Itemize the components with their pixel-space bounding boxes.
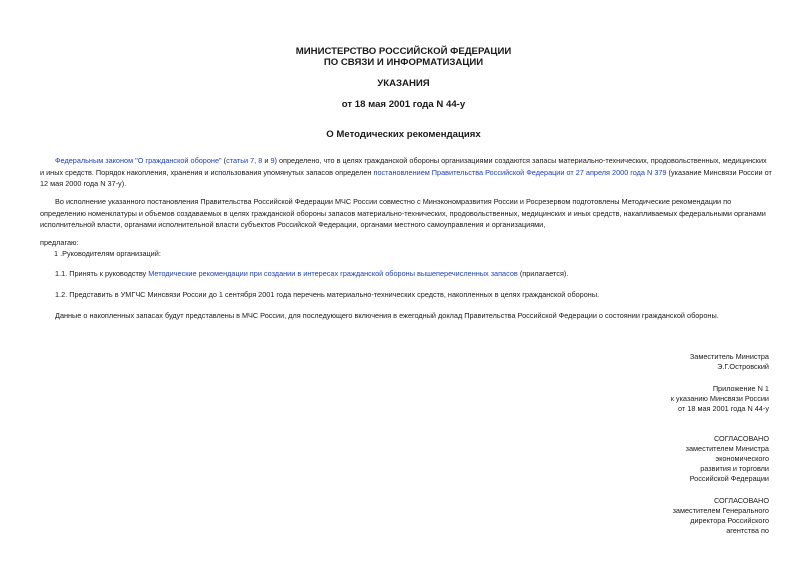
agreed1-line2: экономического [715,454,769,463]
signature-block [509,352,769,372]
intro-paragraph [40,155,772,190]
execution-paragraph: Во исполнение указанного постановления Правительства Российской Федерации МЧС России совместно с Минэкономразвития России и Росрезервом подготовлены Методические рекомендации по определению номенклатуры и объемов создаваемых в целях гражданской обороны запасов материально-технических, продовольственных, медицинских и иных средств, накапливаемых федеральными органами исполнительной власти, органами исполнительной власти субъектов Российской Федерации, органами местного самоуправления и организациями, [40,197,766,229]
agreed1-line3: развития и торговли [700,464,769,473]
agreed1-line1: заместителем Министра [685,444,769,453]
propose-label: предлагаю: [40,238,79,247]
agreed1-line4: Российской Федерации [689,474,769,483]
agreed2-line1: заместителем Генерального [672,506,769,515]
law-link[interactable]: Федеральным законом "О гражданской обороне" [55,156,222,165]
appendix-line1: Приложение N 1 [712,384,769,393]
item-1-1 [55,269,568,279]
recommendations-link[interactable]: Методические рекомендации при создании в интересах гражданской обороны вышеперечисленных запасов [148,269,518,278]
document-type: УКАЗАНИЯ [377,78,430,89]
signature-position: Заместитель Министра [689,352,769,361]
article9-link[interactable]: 9 [270,156,275,165]
resolution-link[interactable]: постановлением Правительства Российской Федерации от 27 апреля 2000 года N 379 [373,167,667,177]
agreed1-title: СОГЛАСОВАНО [713,434,769,443]
agreed-block-2 [509,496,769,536]
appendix-line3: от 18 мая 2001 года N 44-у [678,404,769,413]
item-1-1-suffix: (прилагается). [517,269,569,278]
ministry-title-line2: ПО СВЯЗИ И ИНФОРМАТИЗАЦИИ [323,57,484,68]
intro-text-4: (указание Минсвязи России от 12 мая 2000 года N 37-у). [40,167,772,188]
item-1-1-text: 1.1. Принять к руководству [55,269,149,278]
ministry-title-line1: МИНИСТЕРСТВО РОССИЙСКОЙ ФЕДЕРАЦИИ [295,46,512,57]
document-date: от 18 мая 2001 года N 44-у [341,99,466,110]
closing-paragraph: Данные о накопленных запасах будут представлены в МЧС России, для последующего включения в ежегодный доклад Правительства Российской Федерации о состоянии гражданской обороны. [55,311,719,320]
item-1: 1 .Руководителям организаций: [54,249,161,258]
articles-link[interactable]: статьи 7, 8 [226,156,263,165]
appendix-block [509,384,769,414]
item-1-2: 1.2. Представить в УМГЧС Минсвязи России до 1 сентября 2001 года перечень материально-технических средств, накопленных в целях гражданской обороны. [55,290,600,299]
agreed2-line2: директора Российского [690,516,769,525]
agreed2-title: СОГЛАСОВАНО [713,496,769,505]
agreed-block-1 [509,434,769,484]
intro-text-3: ) определено, что в целях гражданской обороны организациями создаются запасы материально-технических, продовольственных, медицинских и иных средств. Порядок накопления, хранения и использования упомянутых запасов определен [40,156,767,177]
appendix-line2: к указанию Минсвязи России [670,394,769,403]
signature-name: Э.Г.Островский [717,362,769,371]
intro-text-1: ( [221,156,227,165]
intro-text-2: и [262,156,271,165]
agreed2-line3: агентства по [726,526,769,535]
document-subject: О Методических рекомендациях [326,129,481,140]
